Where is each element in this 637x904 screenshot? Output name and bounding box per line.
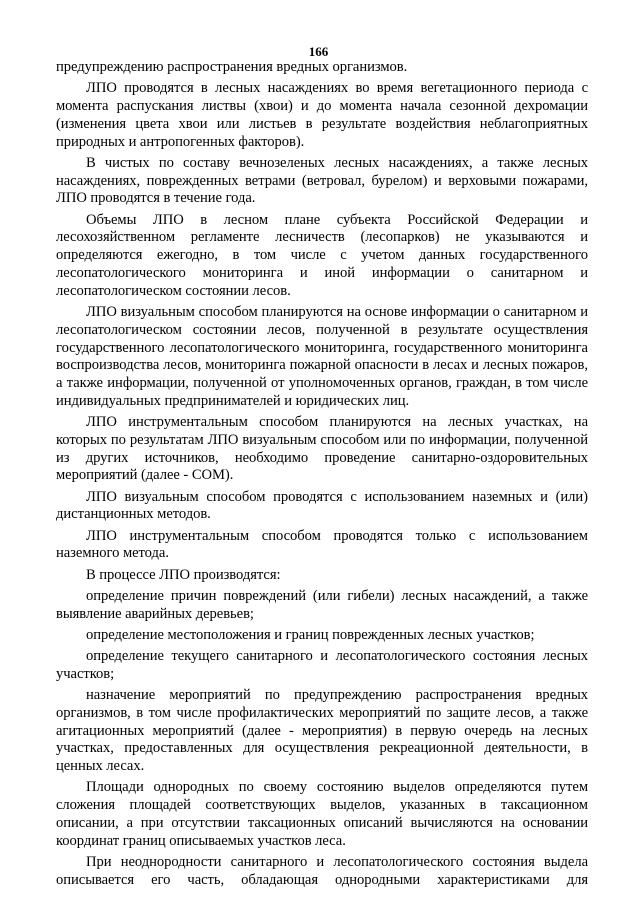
list-item-measures: назначение мероприятий по предупреждению распространения вредных организмов, в том числе профилактических мероприятий по защите лесов, а также агитационных мероприятий (далее - мероприятия) в первую очередь на лесных участках, предоставленных для осуществления рекреационной деятельности, в ценных лесах.: [56, 686, 588, 775]
paragraph-visual-planning: ЛПО визуальным способом планируются на основе информации о санитарном и лесопатологическом состоянии лесов, полученной в результате осуществления государственного лесопатологического мониторинга, государственного мониторинга воспроизводства лесов, мониторинга пожарной опасности в лесах и лесных пожаров, а также информации, полученной от уполномоченных органов, граждан, в том числе индивидуальных предпринимателей и юридических лиц.: [56, 303, 588, 409]
paragraph-lpo-period: ЛПО проводятся в лесных насаждениях во время вегетационного периода с момента распускания листвы (хвои) и до момента начала сезонной дехромации (изменения цвета хвои или листьев в результате воздействия неблагоприятных природных и антропогенных факторов).: [56, 80, 588, 150]
paragraph-visual-methods: ЛПО визуальным способом проводятся с использованием наземных и (или) дистанционных методов.: [56, 488, 588, 523]
paragraph-heterogeneity: При неоднородности санитарного и лесопатологического состояния выдела описывается его часть, обладающая однородными характеристиками для: [56, 853, 588, 888]
page-body: [56, 59, 588, 890]
list-item-condition: определение текущего санитарного и лесопатологического состояния лесных участков;: [56, 648, 588, 682]
paragraph-evergreen: В чистых по составу вечнозеленых лесных насаждениях, а также лесных насаждениях, поврежденных ветрами (ветровал, бурелом) и верховыми пожарами, ЛПО проводятся в течение года.: [56, 154, 588, 207]
paragraph-process-intro: В процессе ЛПО производятся:: [86, 566, 281, 583]
paragraph-instrumental-planning: ЛПО инструментальным способом планируются на лесных участках, на которых по результатам ЛПО визуальным способом или по информации, полученной из других источников, необходимо проведение санитарно-оздоровительных мероприятий (далее - СОМ).: [56, 414, 588, 484]
paragraph-volumes: Объемы ЛПО в лесном плане субъекта Российской Федерации и лесохозяйственном регламенте лесничеств (лесопарков) не указываются и определяются ежегодно, в том числе с учетом данных государственного лесопатологического мониторинга и иной информации о санитарном и лесопатологическом состоянии лесов.: [56, 211, 588, 299]
list-item-location: определение местоположения и границ поврежденных лесных участков;: [86, 626, 535, 643]
paragraph-areas: Площади однородных по своему состоянию выделов определяются путем сложения площадей соответствующих выделов, указанных в таксационном описании, а при отсутствии таксационных описаний вычисляются на основании координат границ описываемых участков леса.: [56, 779, 588, 849]
paragraph-instrumental-method: ЛПО инструментальным способом проводятся только с использованием наземного метода.: [56, 527, 588, 562]
paragraph-continuation: предупреждению распространения вредных организмов.: [56, 59, 408, 75]
list-item-causes: определение причин повреждений (или гибели) лесных насаждений, а также выявление аварийных деревьев;: [56, 587, 588, 622]
page-number: 166: [308, 44, 329, 59]
